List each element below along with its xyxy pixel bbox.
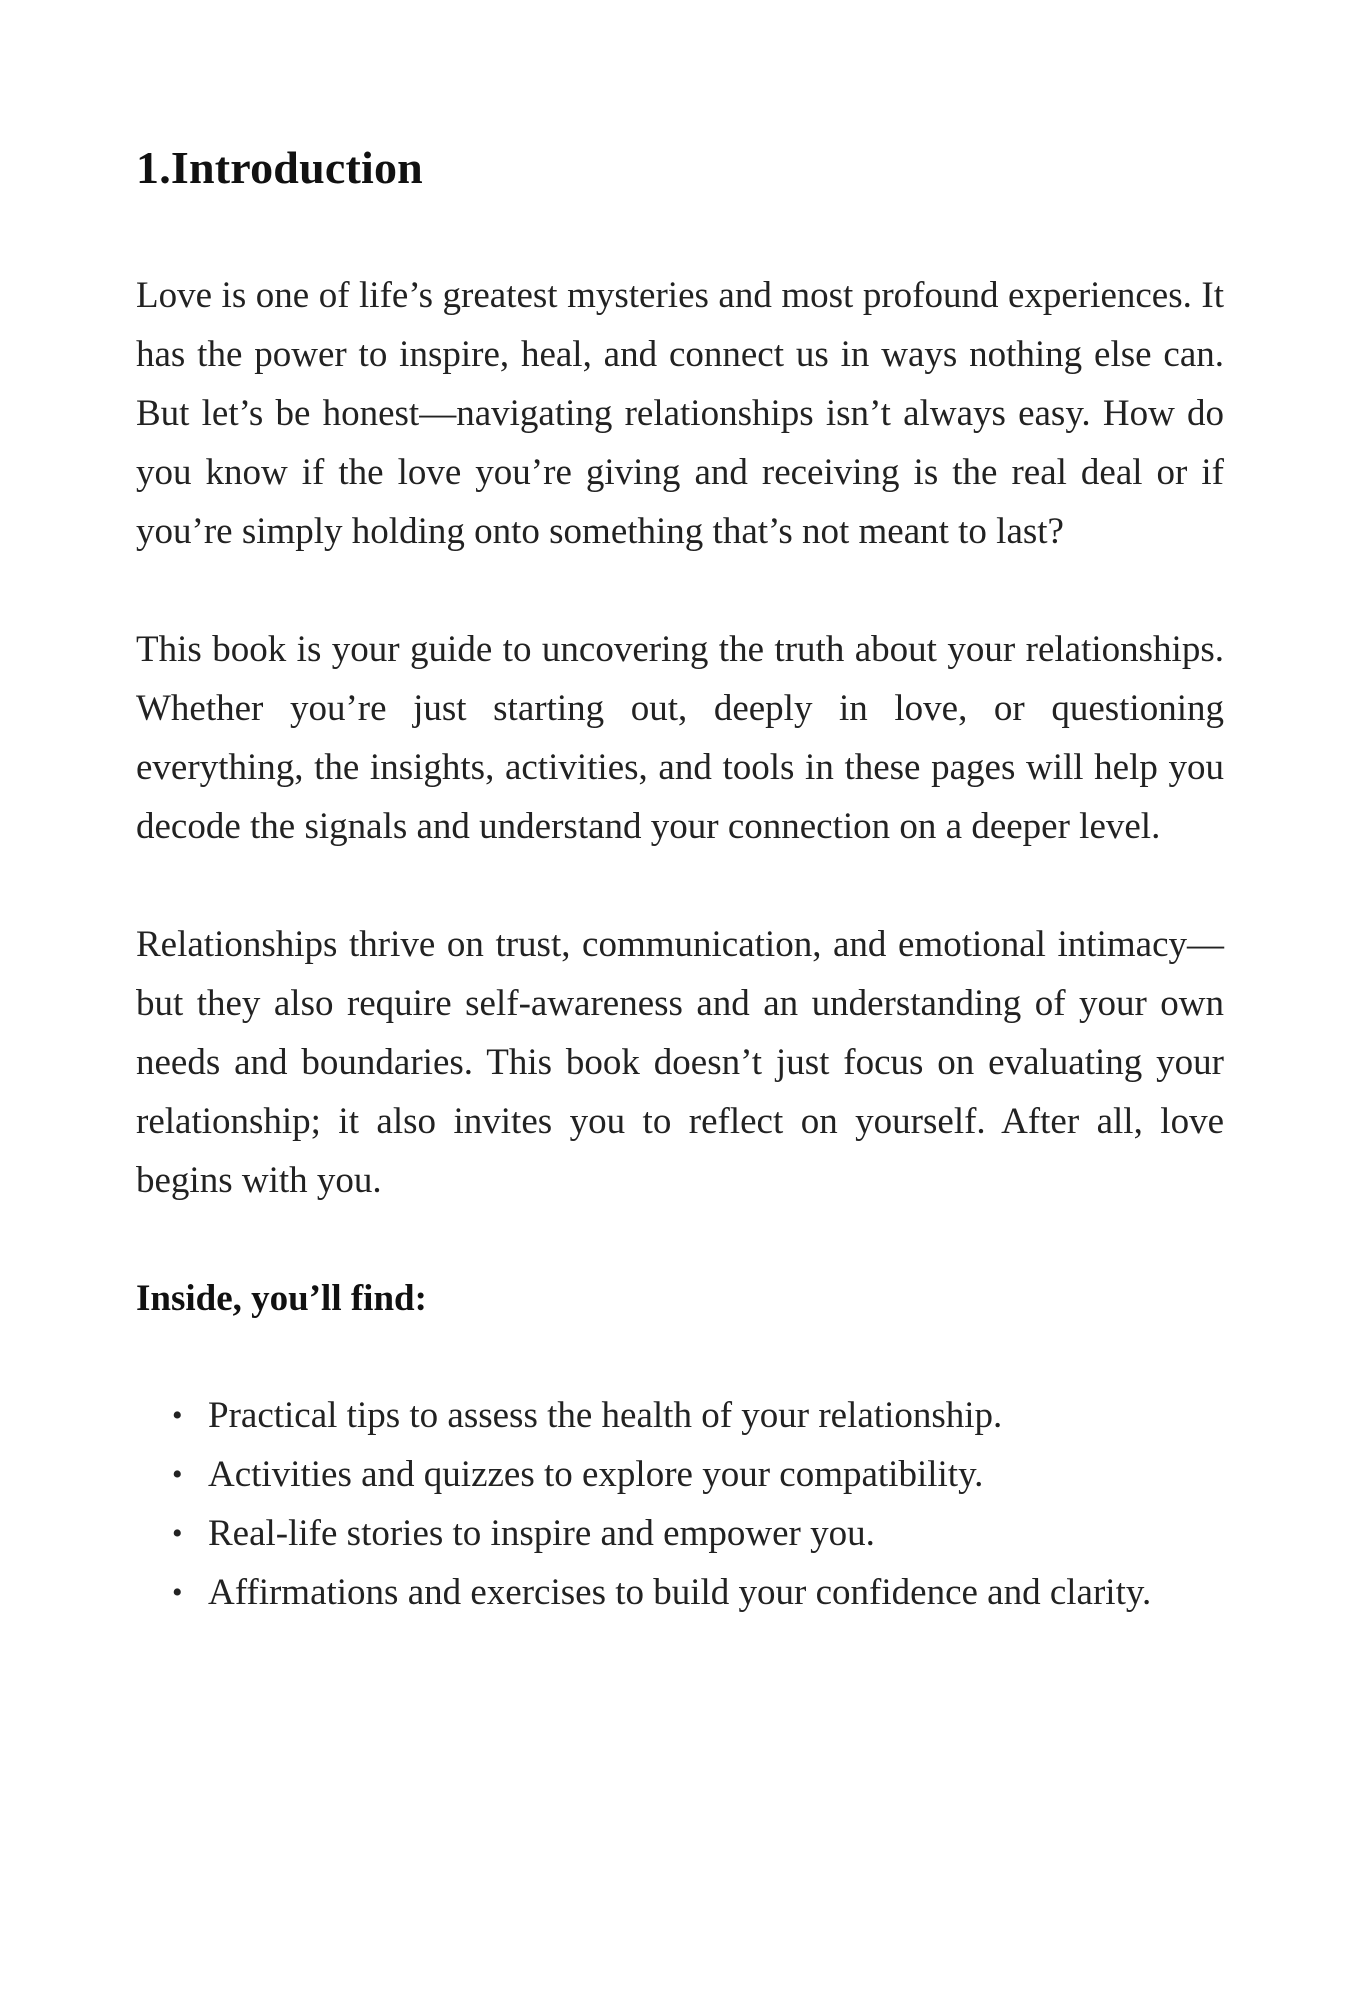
paragraph-2: This book is your guide to uncovering the truth about your relationships. Whether you’re just starting out, deeply in love, or questioning everything, the insights, activities, and tools in these pages will help you decode the signals and understand your connection on a deeper level. (136, 629, 1224, 847)
bullet-icon: • (172, 1458, 183, 1491)
list-item (172, 1504, 1224, 1563)
paragraph-3: Relationships thrive on trust, communication, and emotional intimacy—but they also require self-awareness and an understanding of your own needs and boundaries. This book doesn’t just focus on evaluating your relationship; it also invites you to reflect on yourself. After all, love begins with you. (136, 924, 1224, 1201)
bullet-icon: • (172, 1517, 183, 1550)
bullet-list (136, 1386, 1224, 1622)
list-item-text: Affirmations and exercises to build your confidence and clarity. (208, 1572, 1152, 1613)
list-item (172, 1445, 1224, 1504)
list-item-text: Real-life stories to inspire and empower you. (208, 1513, 875, 1554)
list-item (172, 1563, 1224, 1622)
document-page (136, 130, 1224, 1622)
paragraph-1: Love is one of life’s greatest mysteries and most profound experiences. It has the power to inspire, heal, and connect us in ways nothing else can. But let’s be honest—navigating relationships isn’t always easy. How do you know if the love you’re giving and receiving is the real deal or if you’re simply holding onto something that’s not meant to last? (136, 275, 1224, 552)
list-intro: Inside, you’ll find: (136, 1278, 427, 1319)
bullet-icon: • (172, 1576, 183, 1609)
bullet-icon: • (172, 1399, 183, 1432)
chapter-heading: 1.Introduction (136, 142, 423, 193)
list-item (172, 1386, 1224, 1445)
list-item-text: Activities and quizzes to explore your compatibility. (208, 1454, 984, 1495)
list-item-text: Practical tips to assess the health of your relationship. (208, 1395, 1003, 1436)
chapter-body (136, 266, 1224, 1622)
